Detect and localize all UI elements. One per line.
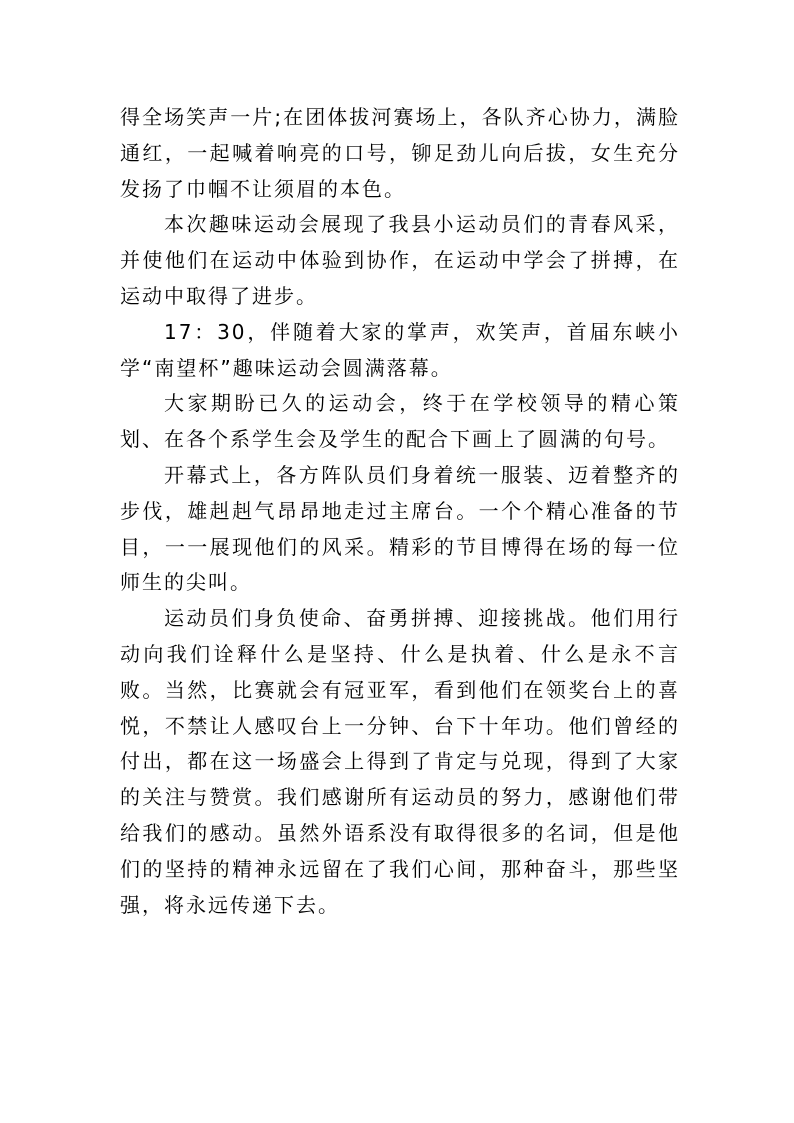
document-body bbox=[120, 100, 680, 923]
paragraph-6: 运动员们身负使命、奋勇拼搏、迎接挑战。他们用行动向我们诠释什么是坚持、什么是执着、什么是永不言败。当然，比赛就会有冠亚军，看到他们在领奖台上的喜悦，不禁让人感叹台上一分钟、台下十年功。他们曾经的付出，都在这一场盛会上得到了肯定与兑现，得到了大家的关注与赞赏。我们感谢所有运动员的努力，感谢他们带给我们的感动。虽然外语系没有取得很多的名词，但是他们的坚持的精神永远留在了我们心间，那种奋斗，那些坚强，将永远传递下去。 bbox=[120, 606, 680, 917]
paragraph-5: 开幕式上，各方阵队员们身着统一服装、迈着整齐的步伐，雄赳赳气昂昂地走过主席台。一个个精心准备的节目，一一展现他们的风采。精彩的节目博得在场的每一位师生的尖叫。 bbox=[120, 462, 680, 595]
paragraph-1: 得全场笑声一片;在团体拔河赛场上，各队齐心协力，满脸通红，一起喊着响亮的口号，铆足劲儿向后拔，女生充分发扬了巾帼不让须眉的本色。 bbox=[120, 105, 680, 201]
paragraph-3: 17：30，伴随着大家的掌声，欢笑声，首届东峡小学“南望杯”趣味运动会圆满落幕。 bbox=[120, 319, 680, 380]
paragraph-2: 本次趣味运动会展现了我县小运动员们的青春风采，并使他们在运动中体验到协作，在运动中学会了拼搏，在运动中取得了进步。 bbox=[120, 212, 680, 308]
paragraph-4: 大家期盼已久的运动会，终于在学校领导的精心策划、在各个系学生会及学生的配合下画上了圆满的句号。 bbox=[120, 391, 680, 452]
